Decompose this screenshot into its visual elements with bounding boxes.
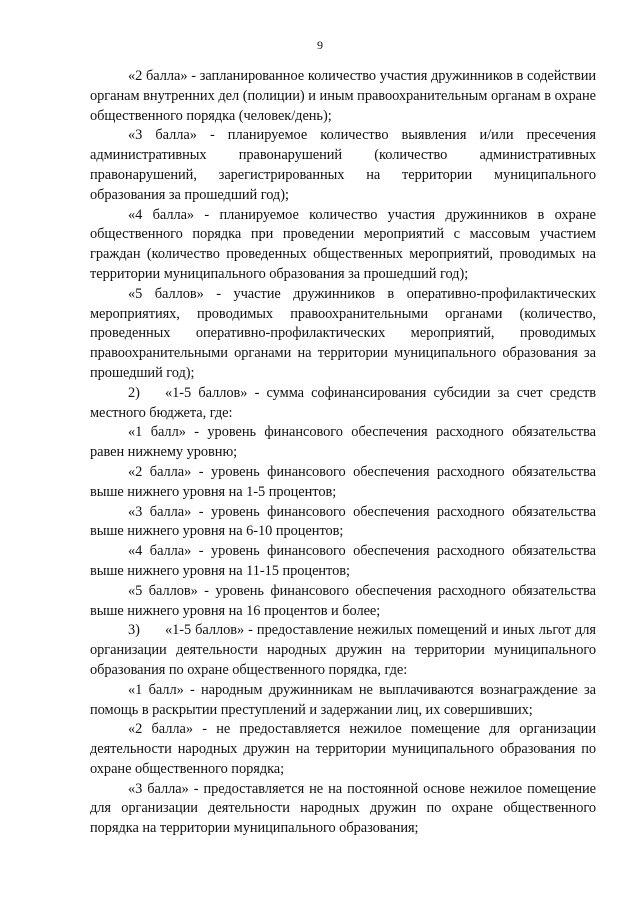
- list-item-2: [90, 384, 596, 424]
- paragraph-financing-4-points: «4 балла» - уровень финансового обеспечения расходного обязательства выше нижнего уровня на 11-15 процентов;: [90, 543, 596, 579]
- paragraph-financing-1-point: «1 балл» - уровень финансового обеспечения расходного обязательства равен нижнему уровню;: [90, 424, 596, 461]
- list-item-text: «1-5 баллов» - сумма софинансирования субсидии за счет средств местного бюджета, где:: [90, 384, 596, 421]
- paragraph-premises-3-points: «3 балла» - предоставляется не на постоянной основе нежилое помещение для организации деятельности народных дружин по охране общественного порядка на территории муниципального образования;: [90, 780, 596, 837]
- list-item-text: «1-5 баллов» - предоставление нежилых помещений и иных льгот для организации деятельности народных дружин на территории муниципального образования по охране общественного порядка, где:: [90, 622, 596, 678]
- paragraph-2-points: «2 балла» - запланированное количество участия дружинников в содействии органам внутренних дел (полиции) и иным правоохранительным органам в охране общественного порядка (человек/день);: [90, 68, 596, 124]
- paragraph-financing-2-points: «2 балла» - уровень финансового обеспечения расходного обязательства выше нижнего уровня на 1-5 процентов;: [90, 463, 596, 500]
- list-number: 2): [128, 384, 140, 401]
- paragraph-3-points: «3 балла» - планируемое количество выявления и/или пресечения административных правонарушений (количество административных правонарушений, зарегистрированных на территории муниципального образования за прошедший год);: [90, 127, 596, 203]
- list-number: 3): [128, 622, 140, 639]
- paragraph-premises-2-points: «2 балла» - не предоставляется нежилое помещение для организации деятельности народных дружин на территории муниципального образования по охране общественного порядка;: [90, 721, 596, 777]
- page-number: 9: [317, 38, 323, 52]
- paragraph-premises-1-point: «1 балл» - народным дружинникам не выплачиваются вознаграждение за помощь в раскрытии преступлений и задержании лиц, их совершивших;: [90, 681, 596, 718]
- document-body: [90, 67, 596, 839]
- paragraph-5-points: «5 баллов» - участие дружинников в оперативно-профилактических мероприятиях, проводимых правоохранительными органами (количество, проведенных оперативно-профилактических мероприятий, проводимых правоохранительными органами на территории муниципального образования за прошедший год);: [90, 285, 596, 381]
- paragraph-financing-3-points: «3 балла» - уровень финансового обеспечения расходного обязательства выше нижнего уровня на 6-10 процентов;: [90, 503, 596, 540]
- paragraph-4-points: «4 балла» - планируемое количество участия дружинников в охране общественного порядка при проведении мероприятий с массовым участием граждан (количество проведенных общественных мероприятий, проводимых на территории муниципального образования за прошедший год);: [90, 206, 596, 282]
- paragraph-financing-5-points: «5 баллов» - уровень финансового обеспечения расходного обязательства выше нижнего уровня на 16 процентов и более;: [90, 582, 596, 619]
- list-item-3: [90, 621, 596, 680]
